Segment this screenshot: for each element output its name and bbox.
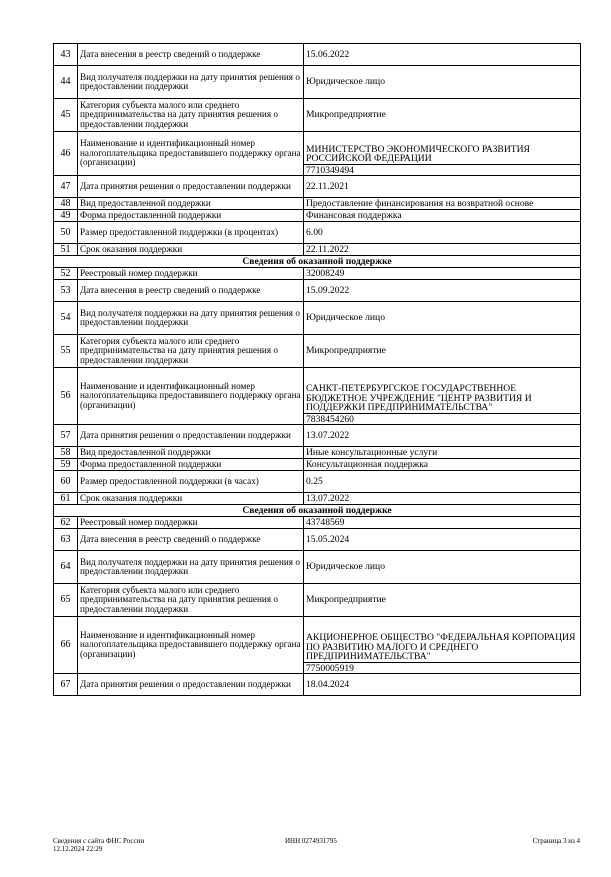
row-number: 50: [54, 222, 78, 244]
section-header-row: [54, 505, 581, 517]
field-value-cell: [304, 471, 581, 493]
table-row: [54, 132, 581, 176]
field-value-cell: [304, 447, 581, 459]
table-row: [54, 268, 581, 280]
field-label: Дата принятия решения о предоставлении поддержки: [78, 176, 304, 198]
field-value-cell: [304, 268, 581, 280]
field-value: МИНИСТЕРСТВО ЭКОНОМИЧЕСКОГО РАЗВИТИЯ РОССИЙСКОЙ ФЕДЕРАЦИИ: [306, 143, 530, 164]
field-value: 43748569: [306, 516, 345, 528]
table-row: [54, 517, 581, 529]
field-value-cell: [304, 66, 581, 99]
field-value: АКЦИОНЕРНОЕ ОБЩЕСТВО "ФЕДЕРАЛЬНАЯ КОРПОРАЦИЯ ПО РАЗВИТИЮ МАЛОГО И СРЕДНЕГО ПРЕДПРИНИМАТЕЛЬСТВА": [306, 632, 576, 662]
field-label: Вид получателя поддержки на дату принятия решения о предоставлении поддержки: [78, 551, 304, 584]
table-row: [54, 674, 581, 696]
table-row: [54, 551, 581, 584]
field-value: Микропредприятие: [306, 109, 386, 121]
section-header: Сведения об оказанной поддержке: [54, 505, 581, 517]
row-number: 43: [54, 44, 78, 66]
section-header: Сведения об оказанной поддержке: [54, 256, 581, 268]
field-label: Форма предоставленной поддержки: [78, 459, 304, 471]
field-label: Размер предоставленной поддержки (в процентах): [78, 222, 304, 244]
field-label: Вид получателя поддержки на дату принятия решения о предоставлении поддержки: [78, 302, 304, 335]
field-value: 15.05.2024: [306, 533, 350, 545]
table-row: [54, 335, 581, 368]
row-number: 67: [54, 674, 78, 696]
field-value-cell: [304, 44, 581, 66]
field-label: Форма предоставленной поддержки: [78, 210, 304, 222]
field-label: Дата внесения в реестр сведений о поддержке: [78, 44, 304, 66]
field-label: Срок оказания поддержки: [78, 244, 304, 256]
field-value: Консультационная поддержка: [306, 458, 429, 470]
field-label: Реестровый номер поддержки: [78, 268, 304, 280]
field-label: Категория субъекта малого или среднего предпринимательства на дату принятия решения о предоставлении поддержки: [78, 99, 304, 132]
table-row: [54, 244, 581, 256]
field-label: Размер предоставленной поддержки (в часах): [78, 471, 304, 493]
field-value-cell: [304, 335, 581, 368]
row-number: 64: [54, 551, 78, 584]
field-value: 13.07.2022: [306, 492, 350, 504]
table-row: [54, 471, 581, 493]
field-label: Категория субъекта малого или среднего предпринимательства на дату принятия решения о предоставлении поддержки: [78, 584, 304, 617]
field-value: Иные консультационные услуги: [306, 446, 438, 458]
table-row: [54, 459, 581, 471]
row-number: 60: [54, 471, 78, 493]
field-value-cell: [304, 529, 581, 551]
footer-source: [53, 837, 144, 853]
row-number: 49: [54, 210, 78, 222]
table-row: [54, 176, 581, 198]
table-row: [54, 493, 581, 505]
table-row: [54, 66, 581, 99]
field-value: Юридическое лицо: [306, 312, 385, 324]
row-number: 61: [54, 493, 78, 505]
field-value: 15.09.2022: [306, 284, 350, 296]
field-value-inn: 7750005919: [304, 662, 580, 674]
row-number: 48: [54, 198, 78, 210]
field-value-cell: [304, 210, 581, 222]
row-number: 65: [54, 584, 78, 617]
row-number: 46: [54, 132, 78, 176]
table-row: [54, 302, 581, 335]
field-value: 0.25: [306, 475, 323, 487]
field-value: Предоставление финансирования на возвратной основе: [306, 197, 534, 209]
registry-table: [53, 43, 581, 696]
field-label: Наименование и идентификационный номер налогоплательщика предоставившего поддержку органа (организации): [78, 617, 304, 674]
field-value: 6.00: [306, 226, 323, 238]
field-value-cell: [304, 517, 581, 529]
field-value: Юридическое лицо: [306, 76, 385, 88]
field-value: Микропредприятие: [306, 594, 386, 606]
table-row: [54, 44, 581, 66]
row-number: 63: [54, 529, 78, 551]
table-row: [54, 584, 581, 617]
field-value-cell: [304, 302, 581, 335]
field-value: 32008249: [306, 267, 345, 279]
field-value-cell: [304, 459, 581, 471]
row-number: 66: [54, 617, 78, 674]
row-number: 58: [54, 447, 78, 459]
table-row: [54, 368, 581, 425]
field-label: Реестровый номер поддержки: [78, 517, 304, 529]
field-value-cell: [304, 176, 581, 198]
section-header-row: [54, 256, 581, 268]
row-number: 45: [54, 99, 78, 132]
row-number: 47: [54, 176, 78, 198]
footer-inn: ИНН 0274931795: [285, 837, 337, 845]
field-value: 22.11.2021: [306, 180, 349, 192]
field-value-cell: [304, 244, 581, 256]
field-label: Наименование и идентификационный номер налогоплательщика предоставившего поддержку органа (организации): [78, 368, 304, 425]
field-value-inn: 7710349494: [304, 164, 580, 176]
field-value-cell: [304, 674, 581, 696]
field-value-cell: [304, 584, 581, 617]
field-label: Срок оказания поддержки: [78, 493, 304, 505]
field-value: 13.07.2022: [306, 429, 350, 441]
field-value-cell: [304, 198, 581, 210]
field-value: 15.06.2022: [306, 48, 350, 60]
footer-source-text: Сведения с сайта ФНС России: [53, 837, 145, 845]
row-number: 54: [54, 302, 78, 335]
field-value: 22.11.2022: [306, 243, 349, 255]
field-label: Дата принятия решения о предоставлении поддержки: [78, 674, 304, 696]
field-label: Дата внесения в реестр сведений о поддержке: [78, 529, 304, 551]
field-value-cell: [304, 132, 581, 176]
row-number: 59: [54, 459, 78, 471]
table-row: [54, 222, 581, 244]
field-label: Вид получателя поддержки на дату принятия решения о предоставлении поддержки: [78, 66, 304, 99]
field-value-cell: [304, 368, 581, 425]
registry-table-body: [54, 44, 581, 696]
row-number: 53: [54, 280, 78, 302]
field-label: Дата внесения в реестр сведений о поддержке: [78, 280, 304, 302]
field-value-cell: [304, 551, 581, 584]
row-number: 56: [54, 368, 78, 425]
row-number: 44: [54, 66, 78, 99]
field-value-cell: [304, 280, 581, 302]
footer-page-number: Страница 3 из 4: [532, 837, 580, 845]
table-row: [54, 529, 581, 551]
field-value: Юридическое лицо: [306, 561, 385, 573]
row-number: 52: [54, 268, 78, 280]
table-row: [54, 617, 581, 674]
table-row: [54, 447, 581, 459]
field-value-cell: [304, 425, 581, 447]
field-value: Финансовая поддержка: [306, 209, 402, 221]
row-number: 51: [54, 244, 78, 256]
row-number: 62: [54, 517, 78, 529]
field-label: Категория субъекта малого или среднего предпринимательства на дату принятия решения о предоставлении поддержки: [78, 335, 304, 368]
table-row: [54, 280, 581, 302]
table-row: [54, 210, 581, 222]
field-value-cell: [304, 222, 581, 244]
field-label: Дата принятия решения о предоставлении поддержки: [78, 425, 304, 447]
footer-datetime: 12.12.2024 22:29: [53, 845, 103, 853]
field-value-cell: [304, 493, 581, 505]
table-row: [54, 198, 581, 210]
field-value-cell: [304, 617, 581, 674]
field-value: 18.04.2024: [306, 678, 350, 690]
field-label: Вид предоставленной поддержки: [78, 447, 304, 459]
row-number: 57: [54, 425, 78, 447]
field-label: Наименование и идентификационный номер налогоплательщика предоставившего поддержку органа (организации): [78, 132, 304, 176]
row-number: 55: [54, 335, 78, 368]
field-value: САНКТ-ПЕТЕРБУРГСКОЕ ГОСУДАРСТВЕННОЕ БЮДЖЕТНОЕ УЧРЕЖДЕНИЕ "ЦЕНТР РАЗВИТИЯ И ПОДДЕРЖКИ ПРЕДПРИНИМАТЕЛЬСТВА": [306, 383, 532, 413]
field-value-inn: 7838454260: [304, 413, 580, 425]
field-value-cell: [304, 99, 581, 132]
table-row: [54, 99, 581, 132]
field-label: Вид предоставленной поддержки: [78, 198, 304, 210]
table-row: [54, 425, 581, 447]
field-value: Микропредприятие: [306, 345, 386, 357]
